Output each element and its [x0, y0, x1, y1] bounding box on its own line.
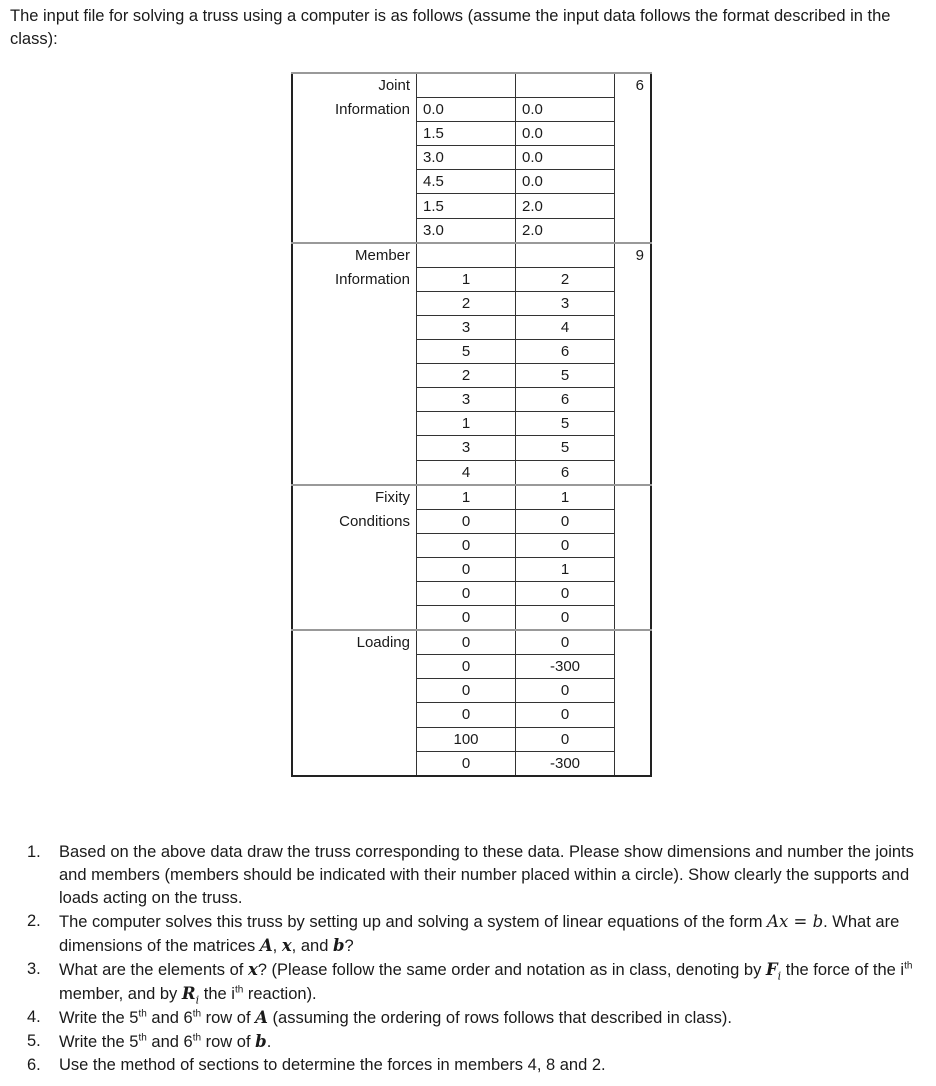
fixity-row [292, 557, 651, 581]
empty-cell [615, 412, 652, 436]
label-cell [292, 340, 417, 364]
fixity-value-1: 0 [417, 557, 516, 581]
fixity-value-2: 0 [516, 533, 615, 557]
loading-row [292, 727, 651, 751]
question-2: 2. The computer solves this truss by setting up and solving a system of linear equations of the form Ax = b. What are dimensions of the matrices A, x, and b? [27, 912, 900, 955]
question-number: 3. [27, 960, 41, 978]
label-cell [292, 146, 417, 170]
loading-value-2: -300 [516, 751, 615, 776]
question-text: , and [291, 937, 333, 955]
empty-cell [615, 655, 652, 679]
superscript-th: th [192, 1008, 202, 1020]
joints-value-1: 1.5 [417, 194, 516, 218]
empty-cell [615, 98, 652, 122]
fixity-value-1: 1 [417, 485, 516, 510]
label-cell: Information [292, 98, 417, 122]
superscript-th: th [192, 1032, 202, 1044]
members-value-1: 2 [417, 291, 516, 315]
superscript-th: th [234, 984, 244, 996]
question-text: What are the elements of [59, 961, 248, 979]
question-number: 1. [27, 843, 41, 861]
label-cell [292, 291, 417, 315]
question-6 [10, 1054, 916, 1077]
fixity-row [292, 485, 651, 510]
joints-count: 6 [615, 73, 652, 98]
label-cell [292, 703, 417, 727]
members-row [292, 364, 651, 388]
fixity-value-1: 0 [417, 581, 516, 605]
members-value-1: 3 [417, 315, 516, 339]
question-text: The computer solves this truss by setting up and solving a system of linear equations of the form [59, 913, 768, 931]
members-row [292, 315, 651, 339]
subscript-i: i [777, 969, 782, 983]
members-row [292, 436, 651, 460]
joints-header-row [292, 73, 651, 98]
question-text: ? (Please follow the same order and notation as in class, denoting by [257, 961, 766, 979]
members-value-1: 5 [417, 340, 516, 364]
question-3 [10, 958, 916, 1006]
members-value-1: 3 [417, 388, 516, 412]
label-cell [292, 218, 417, 243]
joints-value-2: 0.0 [516, 98, 615, 122]
loading-value-1: 100 [417, 727, 516, 751]
fixity-value-1: 0 [417, 533, 516, 557]
empty-cell [615, 291, 652, 315]
empty-cell [417, 243, 516, 268]
members-value-2: 5 [516, 436, 615, 460]
members-value-2: 2 [516, 267, 615, 291]
label-cell [292, 388, 417, 412]
members-header-row [292, 243, 651, 268]
symbol-r: R [181, 984, 196, 1003]
vector-x: x [281, 936, 292, 955]
members-value-1: 3 [417, 436, 516, 460]
loading-value-1: 0 [417, 630, 516, 655]
label-cell [292, 581, 417, 605]
fixity-row [292, 606, 651, 631]
loading-row [292, 655, 651, 679]
empty-cell [615, 581, 652, 605]
label-cell [292, 436, 417, 460]
question-text: (assuming the ordering of rows follows that described in class). [267, 1009, 733, 1027]
loading-row [292, 703, 651, 727]
empty-cell [615, 557, 652, 581]
label-cell [292, 751, 417, 776]
superscript-th: th [138, 1032, 147, 1044]
label-cell [292, 122, 417, 146]
empty-cell [615, 485, 652, 510]
members-value-2: 3 [516, 291, 615, 315]
label-cell [292, 170, 417, 194]
question-text: the force of the i [781, 961, 905, 979]
question-text: Use the method of sections to determine the forces in members 4, 8 and 2. [59, 1056, 606, 1074]
empty-cell [615, 340, 652, 364]
loading-value-1: 0 [417, 751, 516, 776]
superscript-th: th [904, 960, 913, 972]
joints-value-1: 4.5 [417, 170, 516, 194]
question-text: the i [199, 985, 235, 1003]
joints-value-1: 1.5 [417, 122, 516, 146]
loading-value-2: 0 [516, 727, 615, 751]
question-text: and 6 [146, 1009, 193, 1027]
label-cell: Fixity [292, 485, 417, 510]
vector-b: b [255, 1032, 267, 1051]
empty-cell [516, 73, 615, 98]
question-text: member, and by [59, 985, 182, 1003]
joints-row [292, 170, 651, 194]
members-row [292, 388, 651, 412]
question-list [10, 841, 916, 1077]
label-cell [292, 460, 417, 485]
empty-cell [615, 170, 652, 194]
members-value-2: 6 [516, 460, 615, 485]
members-row [292, 460, 651, 485]
empty-cell [615, 606, 652, 631]
empty-cell [615, 679, 652, 703]
question-1 [10, 841, 916, 910]
members-row [292, 340, 651, 364]
label-cell [292, 606, 417, 631]
empty-cell [615, 509, 652, 533]
empty-cell [615, 460, 652, 485]
label-cell: Loading [292, 630, 417, 655]
joints-value-2: 2.0 [516, 194, 615, 218]
equation-ax-b: Ax = b [767, 912, 824, 931]
empty-cell [615, 388, 652, 412]
empty-cell [615, 751, 652, 776]
joints-value-1: 3.0 [417, 146, 516, 170]
fixity-value-2: 0 [516, 581, 615, 605]
joints-value-2: 0.0 [516, 170, 615, 194]
fixity-value-2: 0 [516, 509, 615, 533]
loading-row [292, 630, 651, 655]
empty-cell [615, 267, 652, 291]
label-cell [292, 194, 417, 218]
question-text: reaction). [243, 985, 317, 1003]
joints-value-1: 0.0 [417, 98, 516, 122]
empty-cell [516, 243, 615, 268]
fixity-row [292, 533, 651, 557]
joints-value-2: 2.0 [516, 218, 615, 243]
label-cell [292, 364, 417, 388]
members-label: Member [292, 243, 417, 268]
members-row [292, 412, 651, 436]
empty-cell [615, 146, 652, 170]
question-text: row of [201, 1009, 256, 1027]
question-text: Write the 5 [59, 1009, 139, 1027]
label-cell: Information [292, 267, 417, 291]
label-cell [292, 315, 417, 339]
empty-cell [615, 436, 652, 460]
members-count: 9 [615, 243, 652, 268]
joints-row [292, 218, 651, 243]
question-5 [10, 1030, 916, 1054]
loading-value-2: 0 [516, 679, 615, 703]
empty-cell [615, 218, 652, 243]
label-cell [292, 533, 417, 557]
intro-paragraph: The input file for solving a truss using a computer is as follows (assume the input data follows the format described in the class): [10, 7, 891, 48]
loading-value-1: 0 [417, 703, 516, 727]
joints-value-2: 0.0 [516, 146, 615, 170]
question-number: 6. [27, 1056, 41, 1074]
question-number: 4. [27, 1008, 41, 1026]
joints-label: Joint [292, 73, 417, 98]
fixity-value-1: 0 [417, 606, 516, 631]
members-value-1: 4 [417, 460, 516, 485]
empty-cell [615, 315, 652, 339]
joints-value-2: 0.0 [516, 122, 615, 146]
vector-b: b [332, 936, 345, 955]
label-cell [292, 727, 417, 751]
question-text: and 6 [146, 1033, 193, 1051]
joints-row [292, 98, 651, 122]
joints-value-1: 3.0 [417, 218, 516, 243]
label-cell [292, 679, 417, 703]
members-value-2: 4 [516, 315, 615, 339]
joints-row [292, 146, 651, 170]
question-text: row of [201, 1033, 256, 1051]
fixity-row [292, 581, 651, 605]
loading-row [292, 751, 651, 776]
fixity-value-1: 0 [417, 509, 516, 533]
loading-value-2: 0 [516, 630, 615, 655]
loading-value-1: 0 [417, 655, 516, 679]
empty-cell [417, 73, 516, 98]
loading-value-2: -300 [516, 655, 615, 679]
question-text: . What are dimensions of the matrices [59, 913, 900, 955]
loading-value-1: 0 [417, 679, 516, 703]
subscript-i: i [195, 993, 200, 1007]
matrix-a: A [255, 1008, 268, 1027]
members-row [292, 291, 651, 315]
superscript-th: th [138, 1008, 147, 1020]
empty-cell [615, 364, 652, 388]
empty-cell [615, 630, 652, 655]
members-value-1: 1 [417, 267, 516, 291]
question-text: ? [344, 937, 354, 955]
members-value-2: 5 [516, 364, 615, 388]
vector-x: x [247, 960, 258, 979]
members-value-2: 6 [516, 388, 615, 412]
question-text: . [266, 1033, 272, 1051]
matrix-a: A [259, 936, 273, 955]
members-value-2: 6 [516, 340, 615, 364]
joints-row [292, 194, 651, 218]
question-number: 5. [27, 1032, 41, 1050]
members-value-1: 2 [417, 364, 516, 388]
question-4 [10, 1006, 916, 1030]
members-row [292, 267, 651, 291]
symbol-f: F [765, 960, 778, 979]
label-cell [292, 655, 417, 679]
input-file-table [291, 72, 652, 777]
members-value-1: 1 [417, 412, 516, 436]
question-number: 2. [27, 912, 41, 930]
joints-row [292, 122, 651, 146]
empty-cell [615, 533, 652, 557]
label-cell [292, 557, 417, 581]
fixity-value-2: 1 [516, 557, 615, 581]
empty-cell [615, 727, 652, 751]
label-cell [292, 412, 417, 436]
empty-cell [615, 703, 652, 727]
question-text: Write the 5 [59, 1033, 139, 1051]
fixity-row [292, 509, 651, 533]
loading-value-2: 0 [516, 703, 615, 727]
fixity-value-2: 0 [516, 606, 615, 631]
label-cell: Conditions [292, 509, 417, 533]
empty-cell [615, 194, 652, 218]
question-text: Based on the above data draw the truss corresponding to these data. Please show dimensions and number the joints and members (members should be indicated with their number placed within a circle). Show clearly the supports and loads acting on the truss. [59, 843, 914, 907]
loading-row [292, 679, 651, 703]
fixity-value-2: 1 [516, 485, 615, 510]
empty-cell [615, 122, 652, 146]
members-value-2: 5 [516, 412, 615, 436]
